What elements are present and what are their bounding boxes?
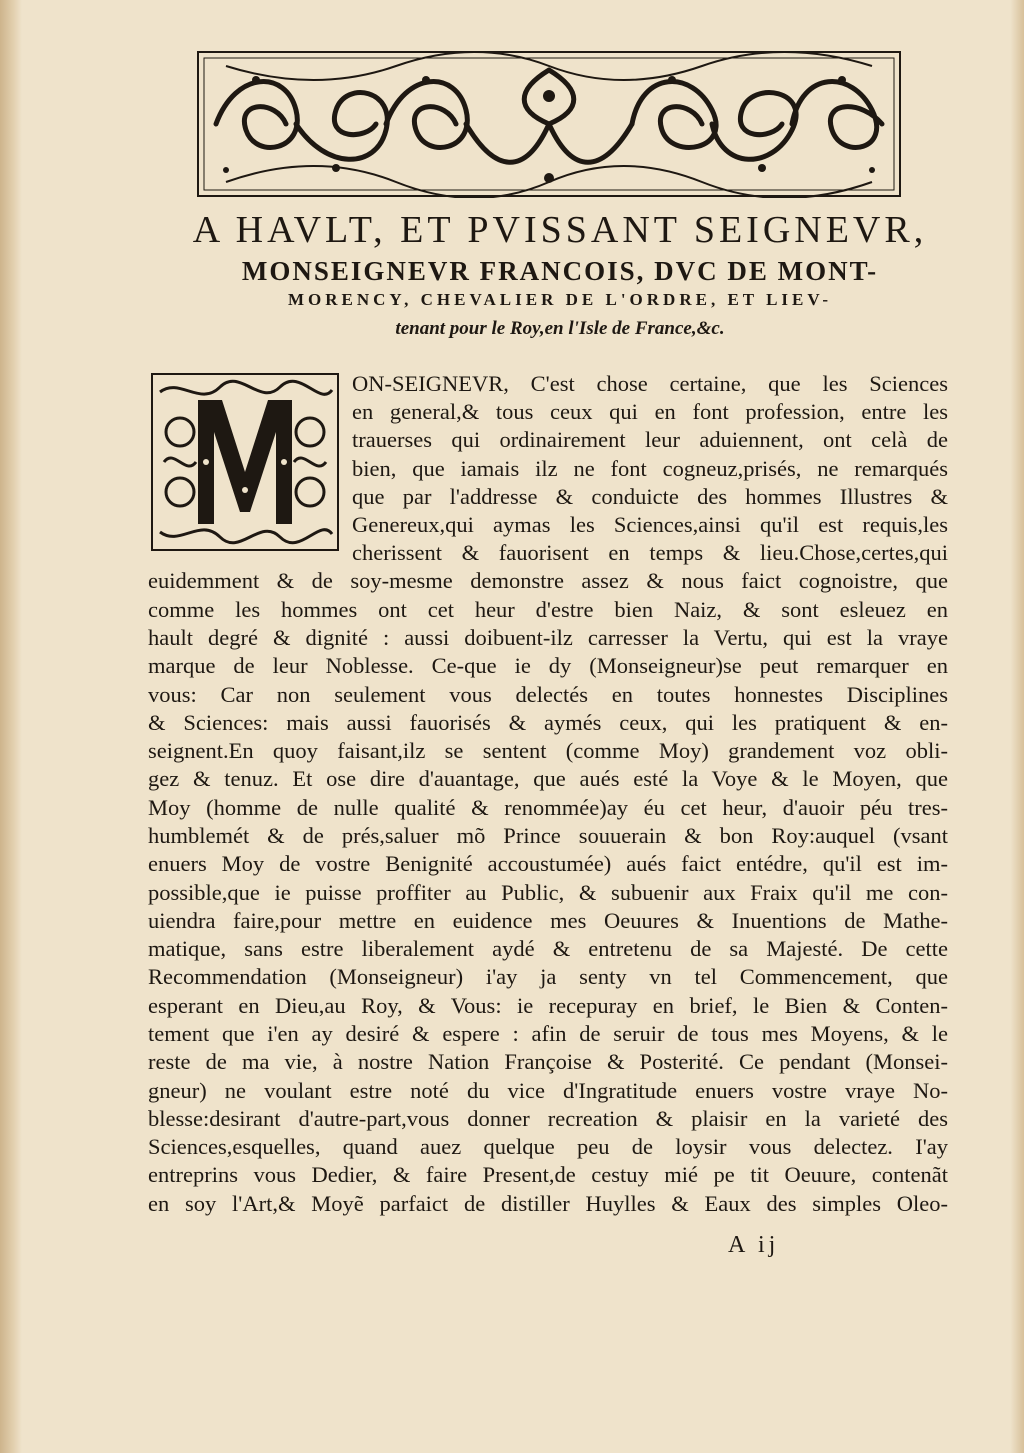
- text-line-18: enuers Moy de vostre Benignité accoustumée) aués faict entédre, qu'il est im-: [148, 851, 948, 876]
- text-line-9: comme les hommes ont cet heur d'estre bien Naiz, & sont esleuez en: [148, 597, 948, 622]
- text-line-2: en general,& tous ceux qui en font profession, entre les: [352, 399, 948, 424]
- signature-mark: A ij: [728, 1232, 780, 1258]
- decorated-initial-m: [150, 372, 340, 552]
- page-outer-edge: [1010, 0, 1024, 1453]
- text-line-12: vous: Car non seulement vous delectés en toutes honnestes Disciplines: [148, 682, 948, 707]
- dedication-heading-line-4: tenant pour le Roy,en l'Isle de France,&c.: [395, 318, 725, 339]
- text-line-15: gez & tenuz. Et ose dire d'auantage, que aués esté la Voye & le Moyen, que: [148, 766, 948, 791]
- text-line-26: gneur) ne voulant estre noté du vice d'Ingratitude enuers vostre vraye No-: [148, 1078, 948, 1103]
- text-line-20: uiendra faire,pour mettre en euidence mes Oeuures & Inuentions de Mathe-: [148, 908, 948, 933]
- text-line-16: Moy (homme de nulle qualité & renommée)ay éu cet heur, d'auoir péu tres-: [148, 795, 948, 820]
- text-line-17: humblemét & de prés,saluer mõ Prince souuerain & bon Roy:auquel (vsant: [148, 823, 948, 848]
- text-line-27: blesse:desirant d'autre-part,vous donner recreation & plaisir en la varieté des: [148, 1106, 948, 1131]
- text-line-8: euidemment & de soy-mesme demonstre assez & nous faict cognoistre, que: [148, 568, 948, 593]
- page-binding-edge: [0, 0, 22, 1453]
- text-line-24: tement que i'en ay desiré & espere : afin de seruir de tous mes Moyens, & le: [148, 1021, 948, 1046]
- text-line-28: Sciences,esquelles, quand auez quelque peu de loysir vous delectez. I'ay: [148, 1134, 948, 1159]
- text-line-7: cherissent & fauorisent en temps & lieu.Chose,certes,qui: [352, 540, 948, 565]
- dedication-heading-line-1: A HAVLT, ET PVISSANT SEIGNEVR,: [192, 209, 928, 251]
- text-line-13: & Sciences: mais aussi fauorisés & aymés ceux, qui les pratiquent & en-: [148, 710, 948, 735]
- text-line-11: marque de leur Noblesse. Ce-que ie dy (Monseigneur)se peut remarquer en: [148, 653, 948, 678]
- text-line-23: esperant en Dieu,au Roy, & Vous: ie recepuray en brief, le Bien & Conten-: [148, 993, 948, 1018]
- text-line-25: reste de ma vie, à nostre Nation Françoise & Posterité. Ce pendant (Monsei-: [148, 1049, 948, 1074]
- text-line-10: hault degré & dignité : aussi doibuent-ilz carresser la Vertu, qui est la vraye: [148, 625, 948, 650]
- text-line-21: matique, sans estre liberalement aydé & entretenu de sa Majesté. De cette: [148, 936, 948, 961]
- text-line-19: possible,que ie puisse proffiter au Public, & subuenir aux Fraix qu'il me con-: [148, 880, 948, 905]
- text-line-30: en soy l'Art,& Moyẽ parfaict de distiller Huylles & Eaux des simples Oleo-: [148, 1191, 948, 1216]
- text-line-3: trauerses qui ordinairement leur aduiennent, ont celà de: [352, 427, 948, 452]
- text-line-5: que par l'addresse & conduicte des hommes Illustres &: [352, 484, 948, 509]
- text-line-14: seignent.En quoy faisant,ilz se sentent (comme Moy) grandement voz obli-: [148, 738, 948, 763]
- ornamental-headpiece: [196, 50, 902, 198]
- text-line-29: entreprins vous Dedier, & faire Present,de cestuy mié pe tit Oeuure, contenãt: [148, 1162, 948, 1187]
- dedication-heading-line-3: MORENCY, CHEVALIER DE L'ORDRE, ET LIEV-: [287, 290, 833, 309]
- text-line-1: ON-SEIGNEVR, C'est chose certaine, que les Sciences: [352, 371, 948, 396]
- dedication-heading-line-2: MONSEIGNEVR FRANCOIS, DVC DE MONT-: [241, 256, 879, 286]
- text-line-6: Genereux,qui aymas les Sciences,ainsi qu'il est requis,les: [352, 512, 948, 537]
- text-line-4: bien, que iamais ilz ne font cogneuz,prisés, ne remarqués: [352, 456, 948, 481]
- text-line-22: Recommendation (Monseigneur) i'ay ja senty vn tel Commencement, que: [148, 964, 948, 989]
